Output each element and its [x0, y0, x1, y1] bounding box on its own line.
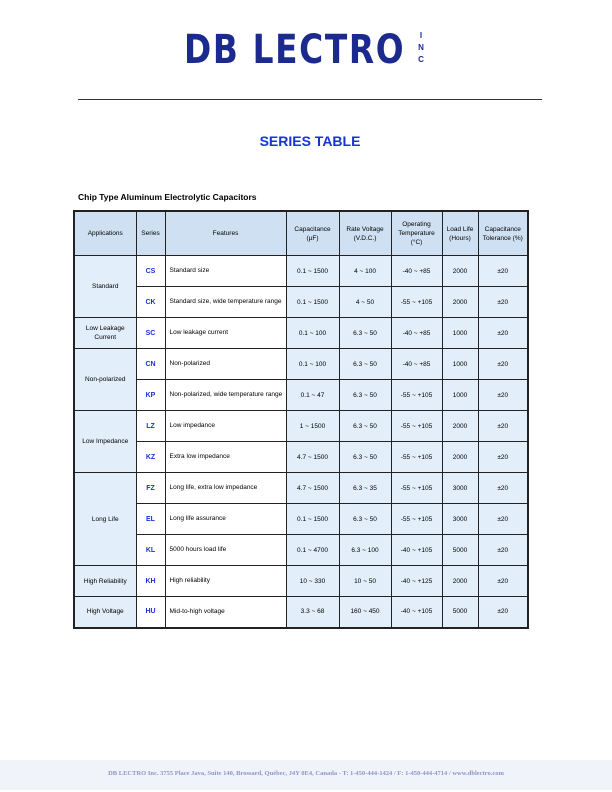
table-row	[74, 380, 528, 411]
tolerance-cell: ±20	[478, 504, 528, 535]
tolerance-cell: ±20	[478, 473, 528, 504]
tolerance-cell: ±20	[478, 535, 528, 566]
capacitance-cell: 4.7 ~ 1500	[286, 473, 339, 504]
company-logo	[184, 28, 454, 72]
life-cell: 2000	[442, 256, 478, 287]
column-header: Capacitance Tolerance (%)	[478, 211, 528, 256]
voltage-cell: 6.3 ~ 50	[339, 318, 391, 349]
tolerance-cell: ±20	[478, 380, 528, 411]
voltage-cell: 6.3 ~ 50	[339, 349, 391, 380]
table-row	[74, 504, 528, 535]
features-cell: 5000 hours load life	[165, 535, 286, 566]
tolerance-cell: ±20	[478, 349, 528, 380]
voltage-cell: 6.3 ~ 35	[339, 473, 391, 504]
series-cell: EL	[136, 504, 165, 535]
life-cell: 3000	[442, 473, 478, 504]
footer-text: DB LECTRO Inc. 3755 Place Java, Suite 140, Brossard, Québec, J4Y 0E4, Canada - T: 1-450-444-1424 / F: 1-450-444-4714 / www.dblectro.com	[108, 770, 504, 777]
life-cell: 1000	[442, 349, 478, 380]
features-cell: Low leakage current	[165, 318, 286, 349]
life-cell: 1000	[442, 380, 478, 411]
table-row	[74, 256, 528, 287]
series-table	[73, 210, 529, 629]
series-cell: KL	[136, 535, 165, 566]
tolerance-cell: ±20	[478, 597, 528, 628]
series-cell: KH	[136, 566, 165, 597]
temperature-cell: -55 ~ +105	[391, 287, 442, 318]
life-cell: 2000	[442, 566, 478, 597]
series-cell: HU	[136, 597, 165, 628]
tolerance-cell: ±20	[478, 318, 528, 349]
table-row	[74, 566, 528, 597]
application-cell: Low Leakage Current	[74, 318, 136, 349]
life-cell: 5000	[442, 597, 478, 628]
application-cell: High Voltage	[74, 597, 136, 628]
voltage-cell: 10 ~ 50	[339, 566, 391, 597]
table-row	[74, 535, 528, 566]
temperature-cell: -55 ~ +105	[391, 442, 442, 473]
column-header: Applications	[74, 211, 136, 256]
column-header: Capacitance (µF)	[286, 211, 339, 256]
table-row	[74, 473, 528, 504]
capacitance-cell: 10 ~ 330	[286, 566, 339, 597]
capacitance-cell: 0.1 ~ 47	[286, 380, 339, 411]
features-cell: High reliability	[165, 566, 286, 597]
temperature-cell: -55 ~ +105	[391, 504, 442, 535]
temperature-cell: -40 ~ +105	[391, 597, 442, 628]
features-cell: Mid-to-high voltage	[165, 597, 286, 628]
logo-inc-letter: I	[419, 31, 423, 40]
series-cell: FZ	[136, 473, 165, 504]
capacitance-cell: 3.3 ~ 68	[286, 597, 339, 628]
features-cell: Non-polarized	[165, 349, 286, 380]
temperature-cell: -40 ~ +85	[391, 318, 442, 349]
capacitance-cell: 0.1 ~ 100	[286, 349, 339, 380]
tolerance-cell: ±20	[478, 442, 528, 473]
application-cell: Standard	[74, 256, 136, 318]
header-row	[74, 211, 528, 256]
series-cell: LZ	[136, 411, 165, 442]
header-divider	[78, 99, 542, 100]
tolerance-cell: ±20	[478, 411, 528, 442]
table-row	[74, 442, 528, 473]
application-cell: Non-polarized	[74, 349, 136, 411]
voltage-cell: 6.3 ~ 50	[339, 504, 391, 535]
column-header: Operating Temperature (°C)	[391, 211, 442, 256]
series-cell: CN	[136, 349, 165, 380]
voltage-cell: 6.3 ~ 50	[339, 442, 391, 473]
temperature-cell: -40 ~ +125	[391, 566, 442, 597]
capacitance-cell: 0.1 ~ 4700	[286, 535, 339, 566]
series-cell: KP	[136, 380, 165, 411]
column-header: Load Life (Hours)	[442, 211, 478, 256]
application-cell: Low Impedance	[74, 411, 136, 473]
table-row	[74, 318, 528, 349]
tolerance-cell: ±20	[478, 256, 528, 287]
life-cell: 2000	[442, 287, 478, 318]
temperature-cell: -55 ~ +105	[391, 411, 442, 442]
table-subtitle: Chip Type Aluminum Electrolytic Capacitors	[78, 192, 257, 202]
features-cell: Long life, extra low impedance	[165, 473, 286, 504]
table-row	[74, 287, 528, 318]
footer	[0, 760, 612, 790]
voltage-cell: 160 ~ 450	[339, 597, 391, 628]
logo-text: DB LECTRO	[184, 27, 406, 73]
capacitance-cell: 0.1 ~ 100	[286, 318, 339, 349]
voltage-cell: 6.3 ~ 50	[339, 411, 391, 442]
series-cell: SC	[136, 318, 165, 349]
application-cell: Long Life	[74, 473, 136, 566]
table-header	[74, 211, 528, 256]
features-cell: Non-polarized, wide temperature range	[165, 380, 286, 411]
voltage-cell: 6.3 ~ 100	[339, 535, 391, 566]
column-header: Features	[165, 211, 286, 256]
column-header: Rate Voltage (V.D.C.)	[339, 211, 391, 256]
features-cell: Standard size, wide temperature range	[165, 287, 286, 318]
features-cell: Long life assurance	[165, 504, 286, 535]
page-title: SERIES TABLE	[259, 133, 361, 149]
table-row	[74, 597, 528, 628]
temperature-cell: -40 ~ +85	[391, 349, 442, 380]
temperature-cell: -55 ~ +105	[391, 473, 442, 504]
features-cell: Extra low impedance	[165, 442, 286, 473]
series-cell: KZ	[136, 442, 165, 473]
series-cell: CS	[136, 256, 165, 287]
voltage-cell: 6.3 ~ 50	[339, 380, 391, 411]
capacitance-cell: 0.1 ~ 1500	[286, 287, 339, 318]
series-cell: CK	[136, 287, 165, 318]
temperature-cell: -40 ~ +105	[391, 535, 442, 566]
life-cell: 3000	[442, 504, 478, 535]
table-row	[74, 411, 528, 442]
tolerance-cell: ±20	[478, 566, 528, 597]
logo-inc-letter: C	[418, 55, 424, 64]
capacitance-cell: 0.1 ~ 1500	[286, 504, 339, 535]
life-cell: 5000	[442, 535, 478, 566]
logo-inc	[416, 30, 426, 66]
life-cell: 1000	[442, 318, 478, 349]
table-row	[74, 349, 528, 380]
temperature-cell: -55 ~ +105	[391, 380, 442, 411]
column-header: Series	[136, 211, 165, 256]
voltage-cell: 4 ~ 100	[339, 256, 391, 287]
capacitance-cell: 1 ~ 1500	[286, 411, 339, 442]
voltage-cell: 4 ~ 50	[339, 287, 391, 318]
tolerance-cell: ±20	[478, 287, 528, 318]
features-cell: Standard size	[165, 256, 286, 287]
capacitance-cell: 0.1 ~ 1500	[286, 256, 339, 287]
logo-inc-letter: N	[418, 43, 424, 52]
life-cell: 2000	[442, 442, 478, 473]
life-cell: 2000	[442, 411, 478, 442]
application-cell: High Reliability	[74, 566, 136, 597]
temperature-cell: -40 ~ +85	[391, 256, 442, 287]
capacitance-cell: 4.7 ~ 1500	[286, 442, 339, 473]
table-body	[74, 256, 528, 628]
features-cell: Low impedance	[165, 411, 286, 442]
